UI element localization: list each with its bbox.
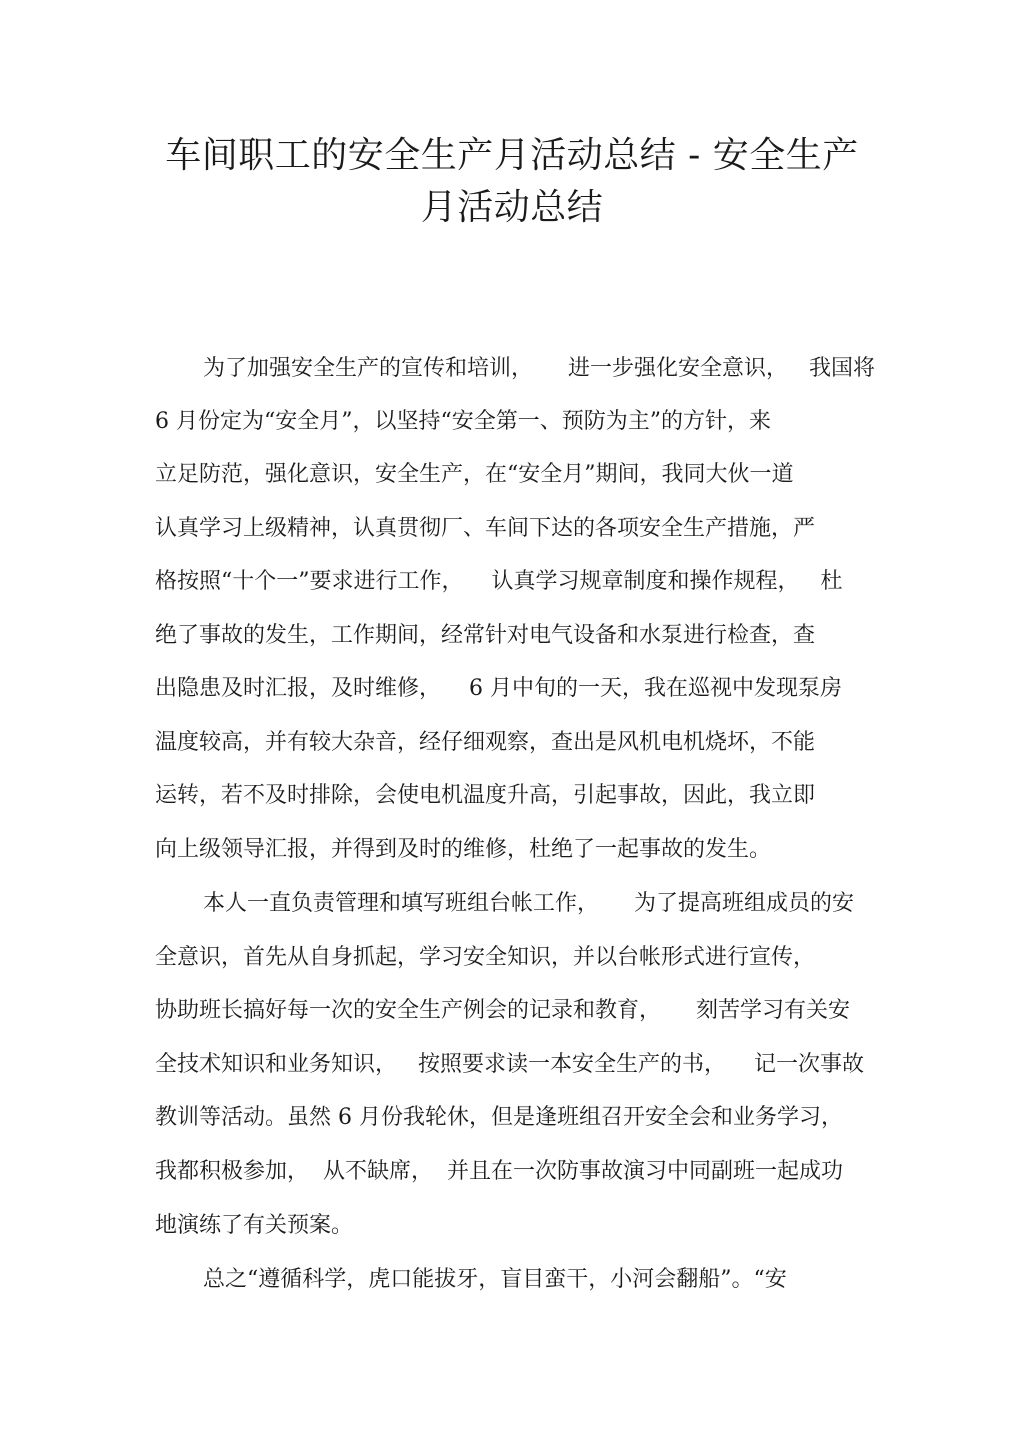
paragraph-1-line-4: 认真学习上级精神，认真贯彻厂、车间下达的各项安全生产措施，严: [155, 516, 816, 541]
paragraph-1-line-7: 出隐患及时汇报，及时维修， 6 月中旬的一天，我在巡视中发现泵房: [155, 676, 842, 701]
paragraph-1-line-6: 绝了事故的发生，工作期间，经常针对电气设备和水泵进行检查，查: [155, 623, 816, 648]
paragraph-2-line-7: 地演练了有关预案。: [155, 1213, 354, 1238]
paragraph-1-line-3: 立足防范，强化意识，安全生产，在“安全月”期间，我同大伙一道: [155, 462, 794, 487]
paragraph-3-line-1: 总之“遵循科学，虎口能拔牙，盲目蛮干，小河会翻船”。“安: [203, 1267, 787, 1292]
paragraph-2-line-4: 全技术知识和业务知识， 按照要求读一本安全生产的书， 记一次事故: [155, 1052, 864, 1077]
document-title-line-1: 车间职工的安全生产月活动总结 - 安全生产: [165, 135, 859, 176]
paragraph-1-line-10: 向上级领导汇报，并得到及时的维修，杜绝了一起事故的发生。: [155, 837, 772, 862]
paragraph-2-line-2: 全意识，首先从自身抓起，学习安全知识，并以台帐形式进行宣传，: [155, 945, 816, 970]
paragraph-1-line-2: 6 月份定为“安全月”，以坚持“安全第一、预防为主”的方针，来: [155, 409, 771, 434]
paragraph-1-line-8: 温度较高，并有较大杂音，经仔细观察，查出是风机电机烧坏，不能: [155, 730, 816, 755]
paragraph-2-line-6: 我都积极参加， 从不缺席， 并且在一次防事故演习中同副班一起成功: [155, 1159, 843, 1184]
paragraph-1-line-5: 格按照“十个一”要求进行工作， 认真学习规章制度和操作规程， 杜: [155, 569, 843, 594]
document-title-line-2: 月活动总结: [420, 187, 604, 228]
paragraph-2-line-5: 教训等活动。虽然 6 月份我轮休，但是逢班组召开安全会和业务学习，: [155, 1105, 843, 1130]
paragraph-1-line-1: 为了加强安全生产的宣传和培训， 进一步强化安全意识， 我国将: [203, 356, 875, 381]
paragraph-1-line-9: 运转，若不及时排除，会使电机温度升高，引起事故，因此，我立即: [155, 783, 816, 808]
paragraph-2-line-3: 协助班长搞好每一次的安全生产例会的记录和教育， 刻苦学习有关安: [155, 998, 850, 1023]
paragraph-2-line-1: 本人一直负责管理和填写班组台帐工作， 为了提高班组成员的安: [203, 891, 854, 916]
